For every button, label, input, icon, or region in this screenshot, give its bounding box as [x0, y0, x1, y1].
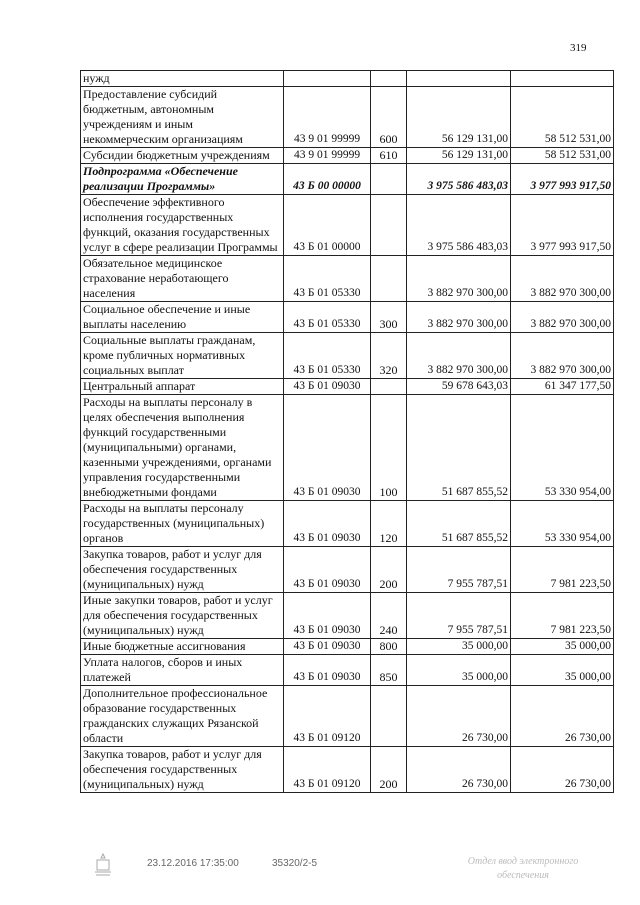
row-name-cell: Социальное обеспечение и иные выплаты населению: [81, 302, 284, 333]
row-kcsr-cell: 43 Б 00 00000: [284, 164, 371, 195]
row-sum-2017-cell: 3 882 970 300,00: [407, 333, 511, 379]
row-sum-2018-cell: 3 882 970 300,00: [511, 256, 614, 302]
table-row: [81, 87, 614, 148]
row-vr-cell: 200: [371, 747, 407, 793]
row-vr-cell: 850: [371, 655, 407, 686]
row-sum-2018-cell: 58 512 531,00: [511, 148, 614, 164]
row-sum-2018-cell: 3 977 993 917,50: [511, 195, 614, 256]
stamp-line-2: обеспечения: [497, 870, 549, 881]
table-row: [81, 593, 614, 639]
row-sum-2018-cell: 35 000,00: [511, 655, 614, 686]
row-sum-2017-cell: 51 687 855,52: [407, 395, 511, 501]
row-vr-cell: 200: [371, 547, 407, 593]
row-kcsr-cell: 43 Б 01 09030: [284, 395, 371, 501]
row-sum-2018-cell: 26 730,00: [511, 747, 614, 793]
row-sum-2018-cell: 26 730,00: [511, 686, 614, 747]
row-name-cell: Расходы на выплаты персоналу государственных (муниципальных) органов: [81, 501, 284, 547]
row-sum-2018-cell: 7 981 223,50: [511, 547, 614, 593]
budget-table-body: [81, 71, 614, 793]
row-sum-2017-cell: 59 678 643,03: [407, 379, 511, 395]
row-kcsr-cell: 43 Б 01 09030: [284, 379, 371, 395]
row-vr-cell: [371, 686, 407, 747]
row-kcsr-cell: 43 Б 01 00000: [284, 195, 371, 256]
table-row: [81, 164, 614, 195]
row-sum-2018-cell: 61 347 177,50: [511, 379, 614, 395]
row-name-cell: Иные закупки товаров, работ и услуг для обеспечения государственных (муниципальных) нужд: [81, 593, 284, 639]
table-row: [81, 256, 614, 302]
row-name-cell: Закупка товаров, работ и услуг для обеспечения государственных (муниципальных) нужд: [81, 547, 284, 593]
emblem-logo-icon: [92, 852, 114, 878]
table-row: [81, 639, 614, 655]
row-kcsr-cell: 43 Б 01 09030: [284, 547, 371, 593]
row-name-cell: Расходы на выплаты персоналу в целях обеспечения выполнения функций государственными (муниципальными) органами, казенными учреждениями, органами управления государственными внебюджетными фондами: [81, 395, 284, 501]
row-sum-2017-cell: 7 955 787,51: [407, 547, 511, 593]
table-row: [81, 395, 614, 501]
row-vr-cell: 600: [371, 87, 407, 148]
row-kcsr-cell: 43 Б 01 05330: [284, 256, 371, 302]
table-row: [81, 333, 614, 379]
row-sum-2017-cell: 26 730,00: [407, 747, 511, 793]
table-row: [81, 148, 614, 164]
row-name-cell: Дополнительное профессиональное образование государственных гражданских служащих Рязанской области: [81, 686, 284, 747]
row-name-cell: Социальные выплаты гражданам, кроме публичных нормативных социальных выплат: [81, 333, 284, 379]
table-row: [81, 195, 614, 256]
stamp-line-1: Отдел ввод электронного: [467, 856, 579, 867]
table-row: [81, 686, 614, 747]
row-vr-cell: 320: [371, 333, 407, 379]
row-sum-2017-cell: 3 882 970 300,00: [407, 302, 511, 333]
row-vr-cell: [371, 195, 407, 256]
row-kcsr-cell: 43 Б 01 05330: [284, 333, 371, 379]
row-sum-2017-cell: 35 000,00: [407, 655, 511, 686]
row-sum-2018-cell: 7 981 223,50: [511, 593, 614, 639]
row-vr-cell: [371, 256, 407, 302]
table-row: [81, 71, 614, 87]
row-kcsr-cell: 43 Б 01 09030: [284, 593, 371, 639]
row-kcsr-cell: 43 Б 01 09030: [284, 655, 371, 686]
row-sum-2018-cell: 3 882 970 300,00: [511, 333, 614, 379]
row-sum-2017-cell: 56 129 131,00: [407, 87, 511, 148]
row-kcsr-cell: 43 Б 01 09120: [284, 686, 371, 747]
row-sum-2018-cell: 3 882 970 300,00: [511, 302, 614, 333]
row-kcsr-cell: 43 Б 01 09030: [284, 501, 371, 547]
row-sum-2017-cell: 35 000,00: [407, 639, 511, 655]
row-sum-2018-cell: 35 000,00: [511, 639, 614, 655]
row-vr-cell: [371, 379, 407, 395]
row-kcsr-cell: 43 Б 01 05330: [284, 302, 371, 333]
row-name-cell: Предоставление субсидий бюджетным, автономным учреждениям и иным некоммерческим организациям: [81, 87, 284, 148]
table-row: [81, 379, 614, 395]
table-row: [81, 302, 614, 333]
row-vr-cell: 300: [371, 302, 407, 333]
row-sum-2017-cell: 3 975 586 483,03: [407, 195, 511, 256]
row-name-cell: Иные бюджетные ассигнования: [81, 639, 284, 655]
row-sum-2018-cell: 58 512 531,00: [511, 87, 614, 148]
row-name-cell: Закупка товаров, работ и услуг для обеспечения государственных (муниципальных) нужд: [81, 747, 284, 793]
row-sum-2017-cell: 26 730,00: [407, 686, 511, 747]
row-kcsr-cell: [284, 71, 371, 87]
row-name-cell: Центральный аппарат: [81, 379, 284, 395]
row-name-cell: нужд: [81, 71, 284, 87]
row-vr-cell: 100: [371, 395, 407, 501]
row-sum-2017-cell: 56 129 131,00: [407, 148, 511, 164]
row-sum-2017-cell: 3 882 970 300,00: [407, 256, 511, 302]
footer-doc-code: 35320/2-5: [272, 858, 318, 869]
row-sum-2018-cell: 53 330 954,00: [511, 395, 614, 501]
row-kcsr-cell: 43 9 01 99999: [284, 87, 371, 148]
row-sum-2017-cell: [407, 71, 511, 87]
row-vr-cell: 800: [371, 639, 407, 655]
table-row: [81, 547, 614, 593]
page-number: 319: [570, 42, 587, 54]
footer-timestamp: 23.12.2016 17:35:00: [147, 858, 239, 869]
row-sum-2017-cell: 51 687 855,52: [407, 501, 511, 547]
row-sum-2018-cell: 53 330 954,00: [511, 501, 614, 547]
row-kcsr-cell: 43 Б 01 09030: [284, 639, 371, 655]
row-name-cell: Субсидии бюджетным учреждениям: [81, 148, 284, 164]
row-kcsr-cell: 43 9 01 99999: [284, 148, 371, 164]
row-name-cell: Обеспечение эффективного исполнения государственных функций, оказания государственных услуг в сфере реализации Программы: [81, 195, 284, 256]
row-vr-cell: 240: [371, 593, 407, 639]
row-name-cell: Обязательное медицинское страхование неработающего населения: [81, 256, 284, 302]
table-row: [81, 655, 614, 686]
row-sum-2017-cell: 3 975 586 483,03: [407, 164, 511, 195]
budget-table: [80, 70, 614, 793]
row-sum-2017-cell: 7 955 787,51: [407, 593, 511, 639]
row-sum-2018-cell: 3 977 993 917,50: [511, 164, 614, 195]
table-row: [81, 501, 614, 547]
row-name-cell: Подпрограмма «Обеспечение реализации Программы»: [81, 164, 284, 195]
row-vr-cell: 120: [371, 501, 407, 547]
row-sum-2018-cell: [511, 71, 614, 87]
stamp: [448, 855, 598, 883]
table-row: [81, 747, 614, 793]
row-vr-cell: [371, 71, 407, 87]
row-kcsr-cell: 43 Б 01 09120: [284, 747, 371, 793]
row-vr-cell: [371, 164, 407, 195]
row-vr-cell: 610: [371, 148, 407, 164]
row-name-cell: Уплата налогов, сборов и иных платежей: [81, 655, 284, 686]
